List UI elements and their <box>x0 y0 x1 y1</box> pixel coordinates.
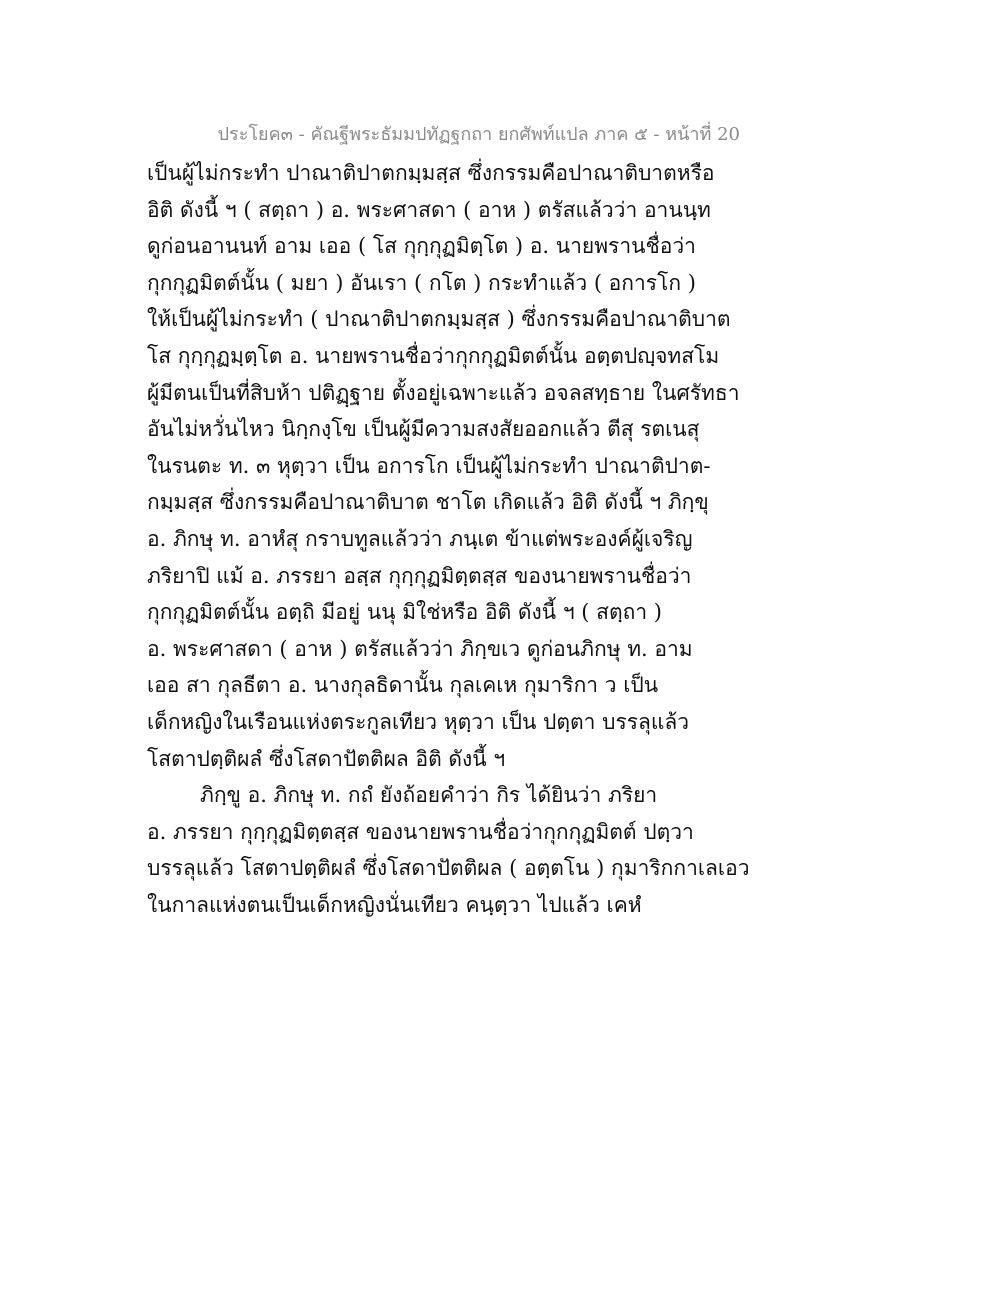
text-line: เออ สา กุลธีตา อ. นางกุลธิดานั้น กุลเคเห กุมาริกา ว เป็น <box>147 673 659 698</box>
text-line: โส กุกฺกุฏมฺตฺโต อ. นายพรานชื่อว่ากุกกุฏมิตต์นั้น อตฺตปญฺจทสโม <box>147 343 720 368</box>
text-line: กมฺมสฺส ซึ่งกรรมคือปาณาติบาต ชาโต เกิดแล้ว อิติ ดังนี้ ฯ ภิกฺขุ <box>147 490 709 515</box>
text-line: อ. พระศาสดา ( อาห ) ตรัสแล้วว่า ภิกฺขเว ดูก่อนภิกษุ ท. อาม <box>147 636 693 661</box>
text-line: อ. ภรรยา กุกฺกุฏมิตฺตสฺส ของนายพรานชื่อว่ากุกกุฏมิตต์ ปตฺวา <box>147 819 694 844</box>
text-line: ให้เป็นผู้ไม่กระทำ ( ปาณาติปาตกมฺมสฺส ) ซึ่งกรรมคือปาณาติบาต <box>147 307 731 332</box>
page-header: ประโยค๓ - คัณฐีพระธัมมปทัฏฐกถา ยกศัพท์แปล ภาค ๕ - หน้าที่ 20 <box>217 124 740 145</box>
text-line: ดูก่อนอานนท์ อาม เออ ( โส กุกฺกุฏมิตฺโต ) อ. นายพรานชื่อว่า <box>147 234 696 259</box>
text-line: ในรนตะ ท. ๓ หุตฺวา เป็น อการโก เป็นผู้ไม่กระทำ ปาณาติปาต- <box>147 453 711 478</box>
text-line: ภิกฺขู อ. ภิกษุ ท. กถํ ยังถ้อยคำว่า กิร ได้ยินว่า ภริยา <box>200 783 658 808</box>
text-line: เป็นผู้ไม่กระทำ ปาณาติปาตกมฺมสฺส ซึ่งกรรมคือปาณาติบาตหรือ <box>147 161 715 185</box>
text-line: บรรลุแล้ว โสตาปตฺติผลํ ซึ่งโสดาปัตติผล ( อตฺตโน ) กุมาริกกาเลเอว <box>147 856 750 881</box>
text-line: เด็กหญิงในเรือนแห่งตระกูลเทียว หุตฺวา เป็น ปตฺตา บรรลุแล้ว <box>147 709 690 734</box>
text-line: อันไม่หวั่นไหว นิกฺกงฺโข เป็นผู้มีความสงสัยออกแล้ว ตีสุ รตเนสุ <box>147 417 700 442</box>
text-line: กุกกุฏมิตต์นั้น อตฺถิ มีอยู่ นนุ มิใช่หรือ อิติ ดังนี้ ฯ ( สตฺถา ) <box>147 600 662 625</box>
text-line: กุกกุฏมิตต์นั้น ( มยา ) อันเรา ( กโต ) กระทำแล้ว ( อการโก ) <box>147 270 696 295</box>
text-line: ผู้มีตนเป็นที่สิบห้า ปติฏฺฐาย ตั้งอยู่เฉพาะแล้ว อจลสทฺธาย ในศรัทธา <box>147 380 740 405</box>
text-line: ในกาลแห่งตนเป็นเด็กหญิงนั่นเทียว คนฺตฺวา ไปแล้ว เคหํ <box>147 892 642 917</box>
text-line: ภริยาปิ แม้ อ. ภรรยา อสฺส กุกฺกุฏมิตฺตสฺส ของนายพรานชื่อว่า <box>147 563 692 588</box>
body-text <box>147 155 867 923</box>
text-line: อิติ ดังนี้ ฯ ( สตฺถา ) อ. พระศาสดา ( อาห ) ตรัสแล้วว่า อานนฺท <box>147 197 711 222</box>
text-line: โสตาปตฺติผลํ ซึ่งโสดาปัตติผล อิติ ดังนี้ ฯ <box>147 746 506 771</box>
text-line: อ. ภิกษุ ท. อาหํสุ กราบทูลแล้วว่า ภนฺเต ข้าแต่พระองค์ผู้เจริญ <box>147 526 693 551</box>
